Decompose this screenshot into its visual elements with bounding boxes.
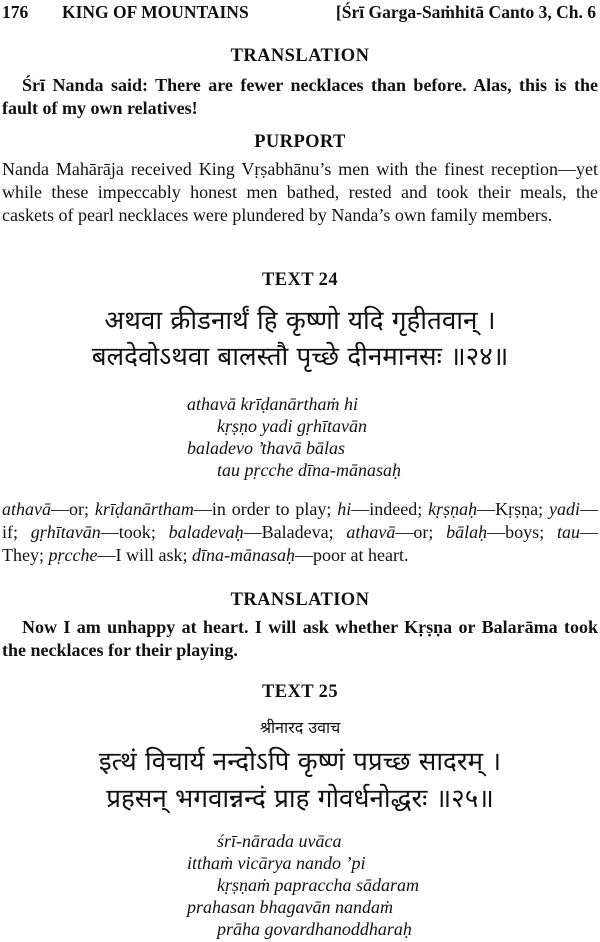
translation-text: Now I am unhappy at heart. I will ask whether Kṛṣṇa or Balarāma took the necklaces for their playing. — [2, 617, 598, 660]
transliteration-line: kṛṣṇaṁ papraccha sādaram — [217, 875, 419, 895]
synonym-word: dīna-mānasaḥ — [192, 545, 295, 565]
speaker-line: श्रीनारद उवाच — [259, 718, 341, 737]
sanskrit-verse-line: इत्थं विचार्य नन्दोऽपि कृष्णं पप्रच्छ सादरम् । — [98, 747, 502, 777]
sanskrit-verse-line: अथवा क्रीडनार्थं हि कृष्णो यदि गृहीतवान् । — [104, 306, 496, 336]
page-number: 176 — [2, 2, 29, 22]
purport-heading: PURPORT — [254, 132, 346, 152]
synonym-word: pṛcche — [48, 545, 98, 565]
transliteration-line: śrī-nārada uvāca — [217, 831, 342, 851]
transliteration-line: prāha govardhanoddharaḥ — [217, 919, 412, 939]
sanskrit-verse-line: बलदेवोऽथवा बालस्तौ पृच्छे दीनमानसः ॥२४॥ — [91, 342, 509, 372]
synonym-meaning: in order to play — [211, 499, 327, 519]
text-24-heading: TEXT 24 — [262, 270, 338, 290]
synonym-word: athavā — [346, 522, 396, 542]
translation-text: Śrī Nanda said: There are fewer necklaces than before. Alas, this is the fault of my own relatives! — [2, 75, 598, 118]
synonym-word: gṛhītavān — [30, 522, 101, 542]
synonym-meaning: Kṛṣṇa — [495, 499, 539, 519]
transliteration-line: itthaṁ vicārya nando ’pi — [187, 853, 366, 873]
synonym-meaning: Baladeva — [261, 522, 329, 542]
synonym-meaning: took — [118, 522, 151, 542]
transliteration-line: kṛṣṇo yadi gṛhītavān — [217, 416, 367, 436]
synonym-word: bālaḥ — [446, 522, 488, 542]
translation-heading: TRANSLATION — [230, 590, 370, 610]
translation-heading: TRANSLATION — [230, 46, 370, 66]
synonym-meaning: or — [413, 522, 429, 542]
synonym-word: baladevaḥ — [168, 522, 244, 542]
synonym-word: tau — [556, 522, 580, 542]
synonym-word: krīḍanārtham — [94, 499, 194, 519]
synonyms-paragraph: athavā—or; krīḍanārtham—in order to play; hi—indeed; kṛṣṇaḥ—Kṛṣṇa; yadi—if; gṛhītavān—took; baladevaḥ—Baladeva; athavā—or; bālaḥ—boys; tau—They; pṛcche—I will ask; dīna-mānasaḥ—poor at heart. — [2, 499, 598, 565]
purport-text: Nanda Mahārāja received King Vṛṣabhānu’s men with the finest reception—yet while these impeccably honest men bathed, rested and took their meals, the caskets of pearl necklaces were plundered by Nanda’s own family members. — [2, 159, 598, 225]
synonym-meaning: boys — [505, 522, 540, 542]
synonym-word: hi — [337, 499, 352, 519]
transliteration-line: tau pṛcche dīna-mānasaḥ — [217, 460, 401, 480]
synonym-meaning: or — [69, 499, 84, 519]
synonym-meaning: They — [2, 545, 39, 565]
synonym-meaning: if — [2, 522, 13, 542]
transliteration-line: baladevo ’thavā bālas — [187, 438, 345, 458]
synonym-meaning: poor at heart — [313, 545, 404, 565]
running-header — [2, 0, 596, 24]
text-25-heading: TEXT 25 — [262, 682, 338, 702]
running-title: KING OF MOUNTAINS — [62, 2, 249, 22]
synonym-meaning: I will ask — [115, 545, 183, 565]
transliteration-line: athavā krīḍanārthaṁ hi — [187, 394, 358, 414]
synonym-word: athavā — [2, 499, 51, 519]
synonym-word: yadi — [548, 499, 580, 519]
synonym-word: kṛṣṇaḥ — [428, 499, 478, 519]
chapter-reference: [Śrī Garga-Saṁhitā Canto 3, Ch. 6 — [335, 2, 596, 22]
sanskrit-verse-line: प्रहसन् भगवान्नन्दं प्राह गोवर्धनोद्धरः ॥२५॥ — [106, 784, 494, 814]
transliteration-line: prahasan bhagavān nandaṁ — [187, 897, 393, 917]
synonym-meaning: indeed — [369, 499, 418, 519]
